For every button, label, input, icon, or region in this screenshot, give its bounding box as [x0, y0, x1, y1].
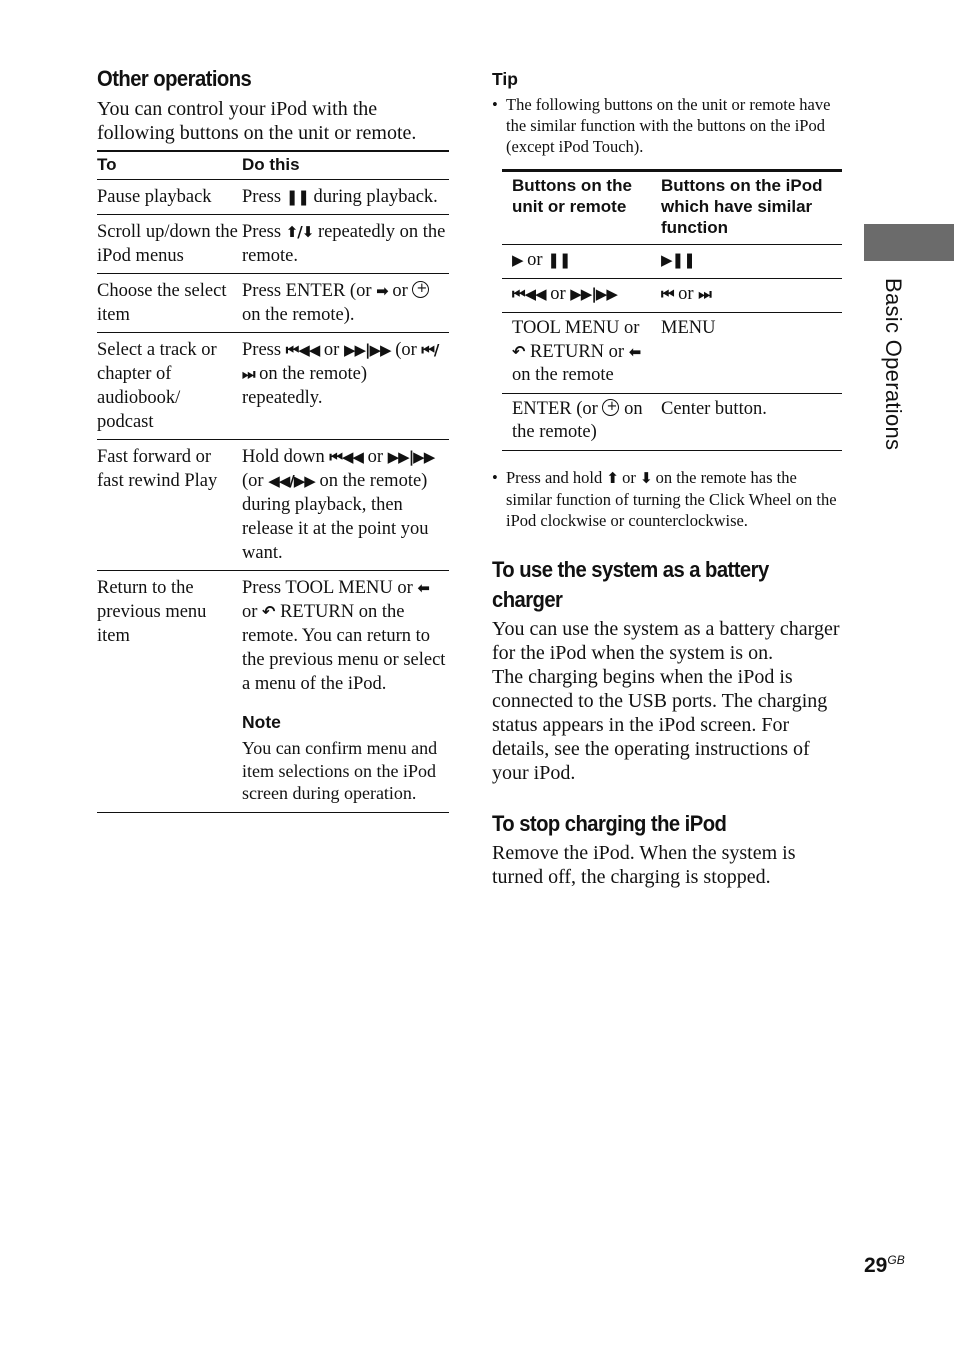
stop-charging-heading: To stop charging the iPod — [492, 811, 727, 836]
text: on the remote) — [512, 399, 643, 442]
note-text: You can confirm menu and item selections on the iPod screen during operation. — [242, 738, 438, 803]
text: Press — [242, 340, 286, 360]
cell-to: Return to the previous menu item — [97, 571, 242, 813]
return-icon: ↶ — [512, 342, 526, 361]
right-column — [492, 66, 842, 889]
right-arrow-icon: ➡ — [376, 282, 388, 300]
header-ipod-buttons: Buttons on the iPod which have similar function — [651, 171, 842, 245]
table-row — [502, 394, 842, 451]
cell-unit — [502, 313, 651, 394]
prev-next-icon: ⏮/⏭ — [242, 341, 439, 383]
up-down-arrow-icon: ⬆/⬇ — [285, 223, 314, 241]
text: Press ENTER (or — [242, 281, 377, 301]
cell-do — [242, 571, 449, 813]
table-row — [502, 245, 842, 279]
cell-to: Scroll up/down the iPod menus — [97, 215, 242, 274]
cell-unit — [502, 394, 651, 451]
pause-icon: ❚❚ — [285, 188, 309, 206]
battery-paragraph-2: The charging begins when the iPod is connected to the USB ports. The charging status appears in the iPod screen. For details, see the operating instructions of your iPod. — [492, 666, 828, 784]
text: TOOL MENU or — [512, 318, 640, 338]
battery-paragraph-1: You can use the system as a battery charger for the iPod when the system is on. — [492, 618, 840, 664]
cell-to: Choose the select item — [97, 274, 242, 333]
cell-unit — [502, 279, 651, 313]
left-column — [97, 66, 449, 813]
text: on the remote has the similar function of turning the Click Wheel on the iPod clockwise or counterclockwise. — [506, 468, 837, 530]
note-heading: Note — [242, 712, 281, 732]
page-number-value: 29 — [864, 1254, 888, 1277]
operations-table — [97, 150, 449, 813]
bullet-dot: • — [492, 95, 498, 114]
table-header-row — [97, 151, 449, 180]
battery-section — [492, 557, 842, 785]
text: or — [522, 250, 548, 270]
text: RETURN or — [525, 342, 629, 362]
table-row — [502, 279, 842, 313]
stop-charging-section — [492, 811, 842, 889]
chapter-tab-marker — [864, 224, 954, 261]
header-to: To — [97, 151, 242, 180]
skip-forward-icon: ▶▶|▶▶ — [343, 341, 391, 359]
header-do-this: Do this — [242, 151, 449, 180]
cell-do — [242, 333, 449, 440]
text: The following buttons on the unit or remote have the similar function with the buttons on the iPod (except iPod Touch). — [506, 95, 831, 156]
cell-ipod: Center button. — [651, 394, 842, 451]
text: on the remote — [512, 365, 614, 385]
previous-icon: ⏮ — [661, 285, 674, 303]
skip-forward-icon: ▶▶|▶▶ — [387, 448, 435, 466]
intro-paragraph: You can control your iPod with the following buttons on the unit or remote. — [97, 98, 417, 144]
section-heading-other-operations: Other operations — [97, 66, 252, 91]
text: (or — [390, 340, 422, 360]
table-row — [97, 333, 449, 440]
skip-back-icon: ⏮◀◀ — [329, 448, 363, 466]
text: or — [242, 602, 263, 622]
table-row — [502, 313, 842, 394]
table-row — [97, 274, 449, 333]
text: or — [545, 284, 571, 304]
cell-unit — [502, 245, 651, 279]
battery-heading-line2: charger — [492, 587, 563, 612]
text: or — [387, 281, 413, 301]
text: ENTER (or — [512, 399, 603, 419]
cell-ipod — [651, 245, 842, 279]
table-row — [97, 440, 449, 571]
play-pause-icon: ▶❚❚ — [661, 251, 695, 269]
page-suffix: GB — [887, 1253, 905, 1267]
battery-heading-line1: To use the system as a battery — [492, 557, 769, 582]
play-icon: ▶ — [512, 251, 523, 269]
skip-back-icon: ⏮◀◀ — [512, 285, 546, 303]
cell-do — [242, 274, 449, 333]
pause-icon: ❚❚ — [547, 251, 571, 269]
cell-to: Pause playback — [97, 180, 242, 215]
text: on the remote). — [242, 305, 355, 325]
page-number — [864, 1253, 905, 1278]
down-arrow-icon: ⬇ — [639, 469, 652, 487]
text: Hold down — [242, 447, 330, 467]
chapter-side-label: Basic Operations — [881, 278, 906, 451]
enter-circle-icon — [412, 281, 429, 298]
tip-bullet-1 — [492, 94, 842, 157]
text: or — [319, 340, 344, 360]
return-icon: ↶ — [262, 602, 276, 621]
tip-heading: Tip — [492, 69, 518, 89]
text: or — [673, 284, 699, 304]
table-header-row — [502, 171, 842, 245]
cell-do — [242, 440, 449, 571]
cell-do — [242, 180, 449, 215]
text: repeatedly on the remote. — [242, 222, 446, 266]
skip-forward-icon: ▶▶|▶▶ — [570, 285, 617, 303]
cell-to: Fast forward or fast rewind Play — [97, 440, 242, 571]
text: on the remote) repeatedly. — [242, 364, 368, 408]
header-unit-buttons: Buttons on the unit or remote — [502, 171, 651, 245]
text: during playback. — [308, 187, 438, 207]
table-row — [97, 571, 449, 813]
bullet-dot: • — [492, 468, 498, 487]
up-arrow-icon: ⬆ — [606, 469, 618, 487]
skip-back-icon: ⏮◀◀ — [285, 341, 320, 359]
text: Press TOOL MENU or — [242, 578, 418, 598]
table-row — [97, 180, 449, 215]
text: on the remote) during playback, then release it at the point you want. — [242, 471, 429, 563]
next-icon: ⏭ — [698, 285, 711, 303]
text: Press — [242, 187, 286, 207]
text: or — [617, 468, 640, 487]
cell-do — [242, 215, 449, 274]
enter-circle-icon — [602, 399, 619, 416]
left-arrow-icon: ⬅ — [628, 343, 641, 361]
cell-to: Select a track or chapter of audiobook/ podcast — [97, 333, 242, 440]
text: Press and hold — [506, 468, 607, 487]
table-row — [97, 215, 449, 274]
text: Press — [242, 222, 286, 242]
tip-bullet-2 — [492, 467, 842, 531]
text: RETURN on the remote. You can return to the previous menu or select a menu of the iPod. — [242, 602, 446, 694]
text: or — [362, 447, 388, 467]
text: (or — [242, 471, 269, 491]
left-arrow-icon: ⬅ — [417, 579, 429, 597]
rewind-forward-icon: ◀◀/▶▶ — [268, 472, 315, 490]
cell-ipod — [651, 279, 842, 313]
button-equivalence-table — [502, 169, 842, 451]
cell-ipod: MENU — [651, 313, 842, 394]
stop-charging-paragraph: Remove the iPod. When the system is turned off, the charging is stopped. — [492, 842, 796, 888]
